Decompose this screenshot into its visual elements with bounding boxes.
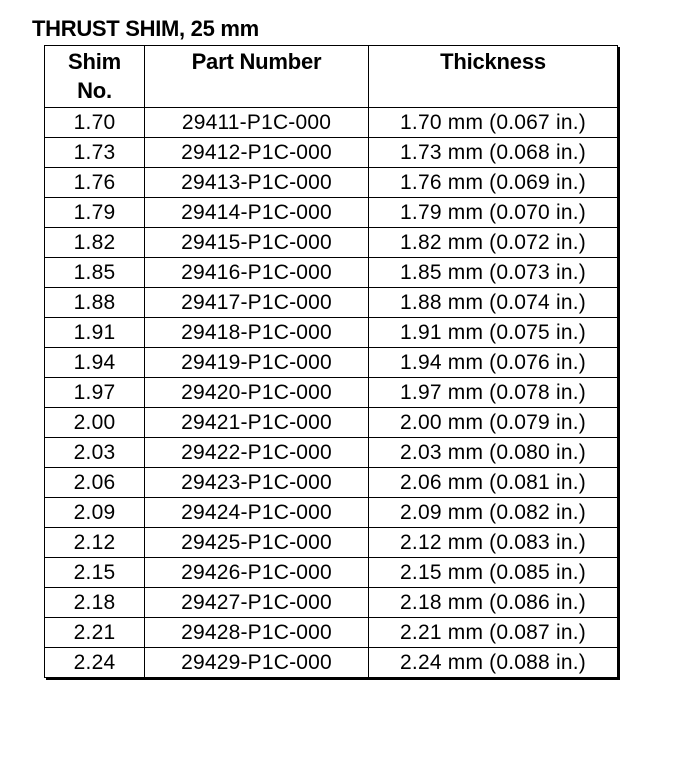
cell-shim-no: 1.91: [45, 318, 145, 348]
cell-thickness: 1.82 mm (0.072 in.): [369, 228, 618, 258]
cell-part-number: 29424-P1C-000: [145, 498, 369, 528]
cell-part-number: 29416-P1C-000: [145, 258, 369, 288]
column-header-thickness: Thickness: [369, 46, 618, 108]
cell-part-number: 29427-P1C-000: [145, 588, 369, 618]
table-row: [45, 318, 618, 348]
cell-thickness: 1.88 mm (0.074 in.): [369, 288, 618, 318]
cell-shim-no: 1.94: [45, 348, 145, 378]
cell-thickness: 1.70 mm (0.067 in.): [369, 108, 618, 138]
cell-thickness: 1.85 mm (0.073 in.): [369, 258, 618, 288]
table-row: [45, 378, 618, 408]
cell-shim-no: 2.03: [45, 438, 145, 468]
cell-shim-no: 1.79: [45, 198, 145, 228]
cell-shim-no: 1.70: [45, 108, 145, 138]
cell-part-number: 29423-P1C-000: [145, 468, 369, 498]
cell-shim-no: 1.88: [45, 288, 145, 318]
cell-shim-no: 2.12: [45, 528, 145, 558]
cell-shim-no: 2.06: [45, 468, 145, 498]
cell-part-number: 29413-P1C-000: [145, 168, 369, 198]
cell-part-number: 29415-P1C-000: [145, 228, 369, 258]
cell-shim-no: 1.76: [45, 168, 145, 198]
cell-shim-no: 1.73: [45, 138, 145, 168]
cell-thickness: 1.97 mm (0.078 in.): [369, 378, 618, 408]
table-row: [45, 468, 618, 498]
cell-shim-no: 1.85: [45, 258, 145, 288]
table-row: [45, 198, 618, 228]
cell-part-number: 29428-P1C-000: [145, 618, 369, 648]
cell-shim-no: 2.00: [45, 408, 145, 438]
cell-part-number: 29412-P1C-000: [145, 138, 369, 168]
cell-thickness: 2.06 mm (0.081 in.): [369, 468, 618, 498]
cell-thickness: 2.24 mm (0.088 in.): [369, 648, 618, 678]
column-header-part-number: Part Number: [145, 46, 369, 108]
cell-shim-no: 2.18: [45, 588, 145, 618]
table-header-row: [45, 46, 618, 108]
cell-shim-no: 1.82: [45, 228, 145, 258]
table-row: [45, 138, 618, 168]
table-row: [45, 588, 618, 618]
shim-no-header-line1: Shim: [68, 49, 121, 74]
cell-thickness: 2.00 mm (0.079 in.): [369, 408, 618, 438]
cell-part-number: 29411-P1C-000: [145, 108, 369, 138]
cell-part-number: 29418-P1C-000: [145, 318, 369, 348]
cell-part-number: 29419-P1C-000: [145, 348, 369, 378]
cell-thickness: 1.76 mm (0.069 in.): [369, 168, 618, 198]
cell-thickness: 1.79 mm (0.070 in.): [369, 198, 618, 228]
shim-no-header-line2: No.: [77, 78, 112, 103]
table-row: [45, 558, 618, 588]
table-row: [45, 228, 618, 258]
table-row: [45, 528, 618, 558]
cell-part-number: 29420-P1C-000: [145, 378, 369, 408]
cell-thickness: 2.18 mm (0.086 in.): [369, 588, 618, 618]
cell-shim-no: 2.24: [45, 648, 145, 678]
cell-shim-no: 2.15: [45, 558, 145, 588]
table-row: [45, 258, 618, 288]
cell-thickness: 2.21 mm (0.087 in.): [369, 618, 618, 648]
cell-shim-no: 2.09: [45, 498, 145, 528]
table-body: [45, 108, 618, 678]
table-row: [45, 288, 618, 318]
table-row: [45, 498, 618, 528]
document-title: THRUST SHIM, 25 mm: [32, 16, 259, 41]
cell-thickness: 1.73 mm (0.068 in.): [369, 138, 618, 168]
table-row: [45, 648, 618, 678]
table-row: [45, 408, 618, 438]
cell-thickness: 2.12 mm (0.083 in.): [369, 528, 618, 558]
column-header-shim-no: [45, 46, 145, 108]
cell-thickness: 1.94 mm (0.076 in.): [369, 348, 618, 378]
cell-shim-no: 1.97: [45, 378, 145, 408]
cell-thickness: 1.91 mm (0.075 in.): [369, 318, 618, 348]
table-row: [45, 108, 618, 138]
cell-thickness: 2.15 mm (0.085 in.): [369, 558, 618, 588]
cell-shim-no: 2.21: [45, 618, 145, 648]
cell-thickness: 2.03 mm (0.080 in.): [369, 438, 618, 468]
table-row: [45, 618, 618, 648]
cell-part-number: 29414-P1C-000: [145, 198, 369, 228]
cell-part-number: 29429-P1C-000: [145, 648, 369, 678]
table-row: [45, 348, 618, 378]
cell-part-number: 29422-P1C-000: [145, 438, 369, 468]
cell-part-number: 29417-P1C-000: [145, 288, 369, 318]
thrust-shim-table: [44, 45, 618, 678]
table-row: [45, 168, 618, 198]
cell-part-number: 29425-P1C-000: [145, 528, 369, 558]
cell-thickness: 2.09 mm (0.082 in.): [369, 498, 618, 528]
cell-part-number: 29421-P1C-000: [145, 408, 369, 438]
table-row: [45, 438, 618, 468]
cell-part-number: 29426-P1C-000: [145, 558, 369, 588]
